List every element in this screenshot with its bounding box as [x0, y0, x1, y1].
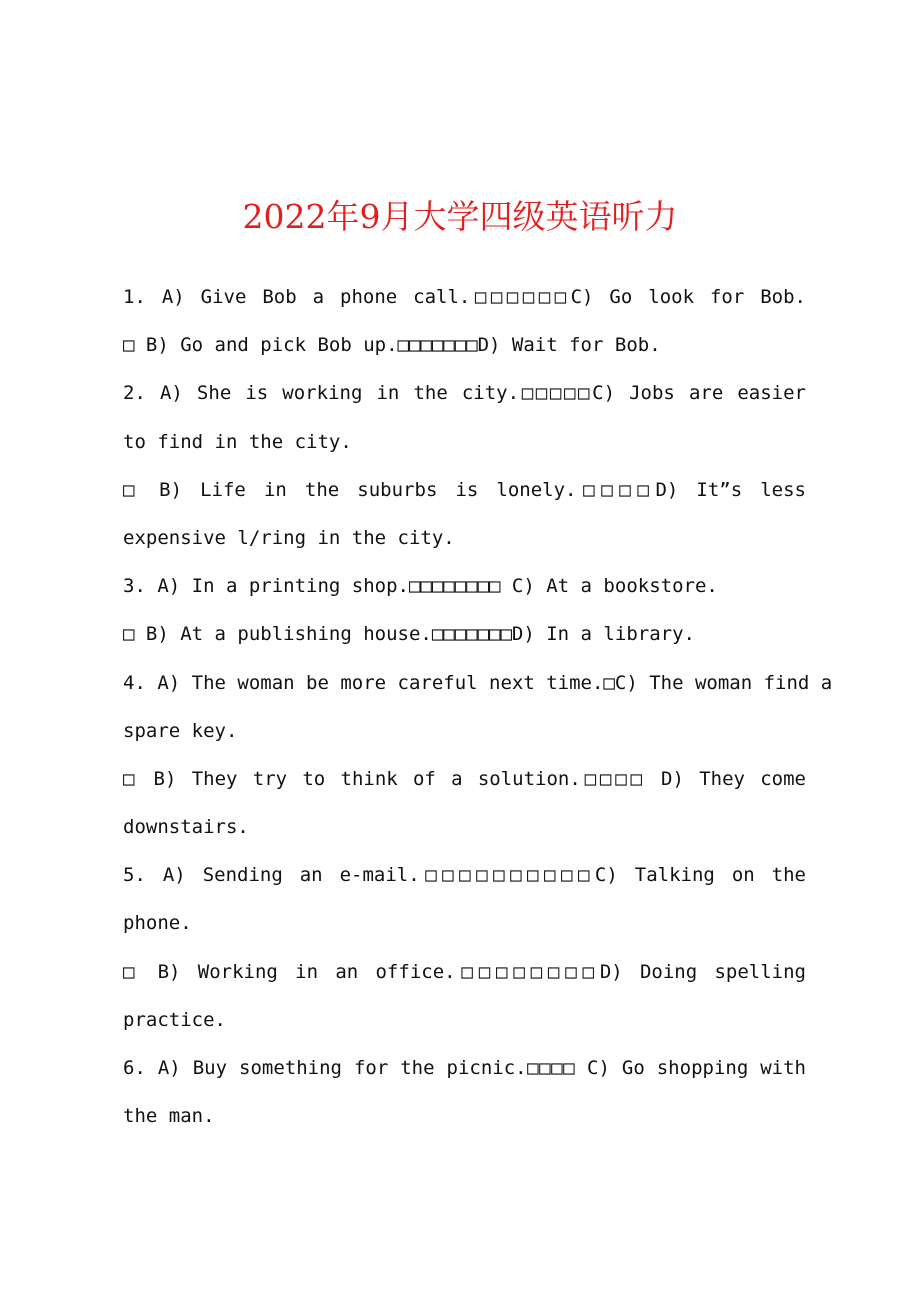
text-line: phone. [123, 912, 192, 935]
text-line: downstairs. [123, 816, 249, 839]
text-line: 2. A) She is working in the city.□□□□□C) Jobs are easier [123, 382, 806, 405]
text-line: practice. [123, 1008, 226, 1031]
text-line: □ B) Life in the suburbs is lonely.□□□□D) It”s less [123, 478, 806, 501]
text-line: 4. A) The woman be more careful next time.□C) The woman find a [123, 671, 833, 694]
text-line: 3. A) In a printing shop.□□□□□□□□ C) At a bookstore. [123, 575, 718, 598]
text-line: 1. A) Give Bob a phone call.□□□□□□C) Go look for Bob. [123, 286, 806, 308]
text-line: spare key. [123, 719, 238, 742]
question-list [123, 273, 833, 1140]
text-line: 6. A) Buy something for the picnic.□□□□ C) Go shopping with [123, 1057, 806, 1079]
text-line: □ B) They try to think of a solution.□□□□ D) They come [123, 767, 806, 790]
text-line: □ B) Go and pick Bob up.□□□□□□□D) Wait for Bob. [123, 334, 661, 357]
page-title: 2022年9月大学四级英语听力 [242, 197, 678, 236]
text-line: expensive l/ring in the city. [123, 526, 455, 549]
text-line: the man. [123, 1105, 215, 1128]
text-line: to find in the city. [123, 430, 352, 453]
text-line: □ B) At a publishing house.□□□□□□□D) In a library. [123, 623, 695, 646]
text-line: □ B) Working in an office.□□□□□□□□D) Doing spelling [123, 960, 806, 983]
text-line: 5. A) Sending an e-mail.□□□□□□□□□□C) Talking on the [123, 864, 806, 887]
